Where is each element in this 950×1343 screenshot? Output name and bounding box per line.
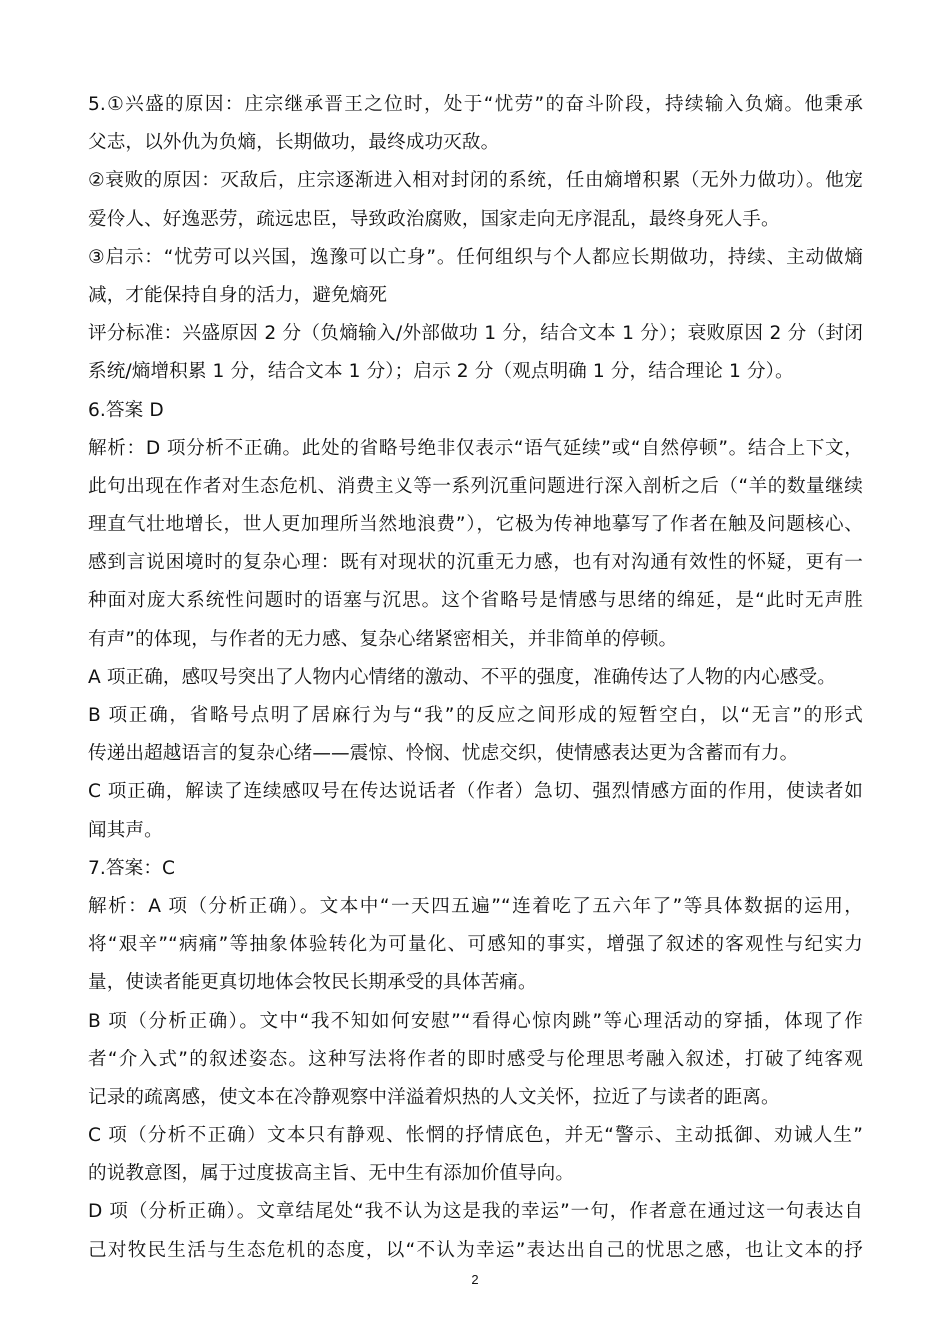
question-6-answer: 6.答案 D — [88, 399, 164, 421]
page-number: 2 — [471, 1272, 479, 1287]
text-line: 种面对庞大系统性问题时的语塞与沉思。这个省略号是情感与思绪的绵延，是“此时无声胜 — [88, 590, 863, 612]
text-line: 闻其声。 — [88, 819, 163, 841]
question-7-answer: 7.答案：C — [88, 857, 176, 879]
text-line: A 项正确，感叹号突出了人物内心情绪的激动、不平的强度，准确传达了人物的内心感受。 — [88, 666, 836, 688]
text-line: 评分标准：兴盛原因 2 分（负熵输入/外部做功 1 分，结合文本 1 分）；衰败原因 2 分（封闭 — [88, 323, 863, 345]
text-line: 减，才能保持自身的活力，避免熵死 — [88, 284, 388, 306]
text-line: 系统/熵增积累 1 分，结合文本 1 分）；启示 2 分（观点明确 1 分，结合理论 1 分）。 — [88, 361, 794, 383]
text-line: ②衰败的原因：灭敌后，庄宗逐渐进入相对封闭的系统，任由熵增积累（无外力做功）。他宠 — [88, 170, 863, 192]
text-line: B 项正确，省略号点明了居麻行为与“我”的反应之间形成的短暂空白，以“无言”的形式 — [88, 705, 863, 726]
text-line: 量，使读者能更真切地体会牧民长期承受的具体苦痛。 — [88, 972, 537, 994]
text-line: 己对牧民生活与生态危机的态度，以“不认为幸运”表达出自己的忧思之感，也让文本的抒 — [88, 1239, 863, 1261]
text-line: C 项（分析不正确）文本只有静观、怅惘的抒情底色，并无“警示、主动抵御、劝诫人生” — [88, 1125, 863, 1147]
text-line: 父志，以外仇为负熵，长期做功，最终成功灭敌。 — [88, 132, 500, 154]
text-line: 爱伶人、好逸恶劳，疏远忠臣，导致政治腐败，国家走向无序混乱，最终身死人手。 — [88, 208, 780, 230]
text-line: 传递出超越语言的复杂心绪——震惊、怜悯、忧虑交织，使情感表达更为含蓄而有力。 — [88, 743, 799, 765]
text-line: 5.①兴盛的原因：庄宗继承晋王之位时，处于“忧劳”的奋斗阶段，持续输入负熵。他秉承 — [88, 94, 863, 115]
text-line: 解析：A 项（分析正确）。文本中“一天四五遍”“连着吃了五六年了”等具体数据的运用， — [88, 895, 863, 917]
text-line: 将“艰辛”“病痛”等抽象体验转化为可量化、可感知的事实，增强了叙述的客观性与纪实力 — [88, 934, 863, 956]
answer-text-body — [88, 86, 863, 1270]
text-line: 有声”的体现，与作者的无力感、复杂心绪紧密相关，并非简单的停顿。 — [88, 628, 678, 650]
text-line: B 项（分析正确）。文中“我不知如何安慰”“看得心惊肉跳”等心理活动的穿插，体现了作 — [88, 1010, 863, 1032]
text-line: 记录的疏离感，使文本在冷静观察中洋溢着炽热的人文关怀，拉近了与读者的距离。 — [88, 1086, 780, 1108]
text-line: D 项（分析正确）。文章结尾处“我不认为这是我的幸运”一句，作者意在通过这一句表达自 — [88, 1201, 863, 1223]
text-line: ③启示：“忧劳可以兴国，逸豫可以亡身”。任何组织与个人都应长期做功，持续、主动做熵 — [88, 246, 863, 268]
text-line: 理直气壮地增长，世人更加理所当然地浪费”），它极为传神地摹写了作者在触及问题核心、 — [88, 514, 863, 536]
text-line: 者“介入式”的叙述姿态。这种写法将作者的即时感受与伦理思考融入叙述，打破了纯客观 — [88, 1048, 863, 1070]
text-line: 的说教意图，属于过度拔高主旨、无中生有添加价值导向。 — [88, 1163, 575, 1185]
text-line: 解析：D 项分析不正确。此处的省略号绝非仅表示“语气延续”或“自然停顿”。结合上下文， — [88, 437, 863, 459]
text-line: C 项正确，解读了连续感叹号在传达说话者（作者）急切、强烈情感方面的作用，使读者如 — [88, 781, 863, 803]
text-line: 此句出现在作者对生态危机、消费主义等一系列沉重问题进行深入剖析之后（“羊的数量继续 — [88, 475, 863, 497]
text-line: 感到言说困境时的复杂心理：既有对现状的沉重无力感，也有对沟通有效性的怀疑，更有一 — [88, 552, 863, 574]
